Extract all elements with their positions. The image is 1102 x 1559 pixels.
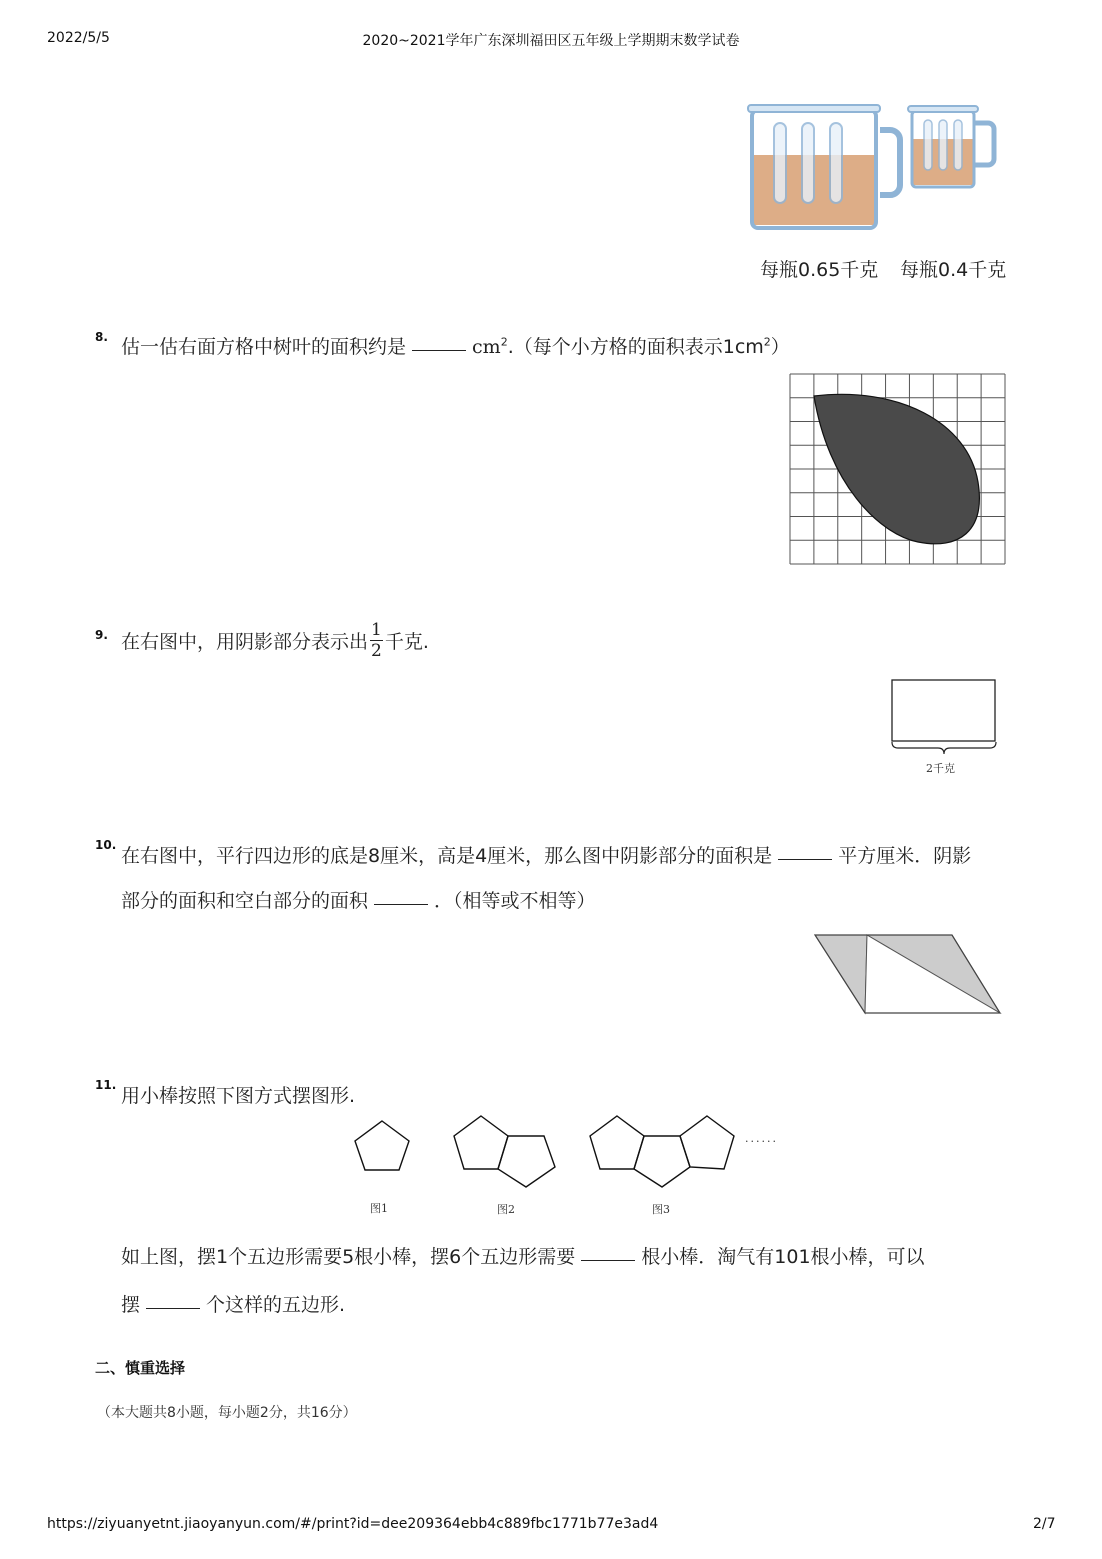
fraction-one-half	[370, 620, 383, 661]
question-10-line2	[121, 886, 596, 913]
section-title: 二、慎重选择	[95, 1359, 186, 1377]
q8-text-a: 估一估右面方格中树叶的面积约是	[121, 336, 407, 358]
small-cup-label: 每瓶0.4千克	[900, 259, 1007, 281]
big-cup-label: 每瓶0.65千克	[760, 259, 879, 281]
fraction-denominator: 2	[371, 641, 382, 661]
q11-line1-a: 如上图，摆1个五边形需要5根小棒，摆6个五边形需要	[121, 1246, 576, 1268]
q10-line1-b: 平方厘米．阴影	[838, 845, 972, 867]
footer-url[interactable]: https://ziyuanyetnt.jiaoyanyun.com/#/print?id=dee209364ebb4c889fbc1771b77e3ad4	[47, 1516, 659, 1532]
fig1-label: 图1	[370, 1202, 388, 1215]
question-11-line2	[121, 1290, 345, 1317]
q8-text-c: ）	[770, 336, 790, 358]
q9-text-a: 在右图中，用阴影部分表示出	[121, 631, 369, 653]
fig2-pentagon-b	[498, 1136, 555, 1187]
fig3-pentagon-c	[680, 1116, 734, 1169]
fig3-pentagon-b	[634, 1136, 690, 1187]
question-10-line1	[121, 841, 971, 868]
answer-blank	[374, 903, 428, 905]
cups-illustration	[740, 95, 1020, 240]
answer-blank	[581, 1259, 635, 1261]
q11-line2-b: 个这样的五边形.	[206, 1294, 346, 1316]
brace-label: 2千克	[926, 762, 955, 775]
leaf-grid-figure	[788, 372, 1008, 567]
page-number: 2/7	[1033, 1516, 1056, 1532]
question-number: 10.	[95, 838, 117, 852]
q8-sup2: 2	[763, 335, 771, 349]
question-9-text	[121, 620, 429, 661]
question-number: 11.	[95, 1078, 117, 1092]
q10-line2-a: 部分的面积和空白部分的面积	[121, 890, 369, 912]
fig2-label: 图2	[497, 1203, 515, 1216]
q11-line1-b: 根小棒．淘气有101根小棒，可以	[641, 1246, 925, 1268]
fig3-label: 图3	[652, 1203, 670, 1216]
big-cup	[748, 105, 900, 228]
q8-unit: cm	[472, 336, 501, 358]
question-11-text: 用小棒按照下图方式摆图形.	[121, 1085, 356, 1107]
rectangle-figure	[888, 676, 1000, 756]
leaf-shape	[814, 394, 979, 543]
question-number: 9.	[95, 628, 108, 642]
header-date: 2022/5/5	[47, 30, 110, 46]
q9-text-b: 千克.	[384, 631, 429, 653]
question-8-text	[121, 332, 790, 359]
question-11-line1	[121, 1242, 925, 1269]
q10-line1-a: 在右图中，平行四边形的底是8厘米，高是4厘米，那么图中阴影部分的面积是	[121, 845, 773, 867]
section-note: （本大题共8小题，每小题2分，共16分）	[97, 1405, 357, 1421]
q8-sup: 2	[500, 335, 508, 349]
small-cup	[908, 106, 994, 187]
continuation-dots: ......	[745, 1132, 778, 1145]
question-number: 8.	[95, 330, 108, 344]
fig1-pentagon	[355, 1121, 409, 1170]
brace	[892, 742, 996, 754]
header-title: 2020~2021学年广东深圳福田区五年级上学期期末数学试卷	[362, 33, 740, 49]
answer-blank	[412, 349, 466, 351]
fraction-numerator: 1	[371, 620, 382, 640]
answer-blank	[146, 1307, 200, 1309]
answer-blank	[778, 858, 832, 860]
q10-line2-b: ．（相等或不相等）	[434, 890, 596, 912]
parallelogram-figure	[810, 930, 1010, 1020]
pentagon-figures	[340, 1110, 800, 1195]
q8-text-b: .（每个小方格的面积表示1cm	[507, 336, 764, 358]
q11-line2-a: 摆	[121, 1294, 141, 1316]
